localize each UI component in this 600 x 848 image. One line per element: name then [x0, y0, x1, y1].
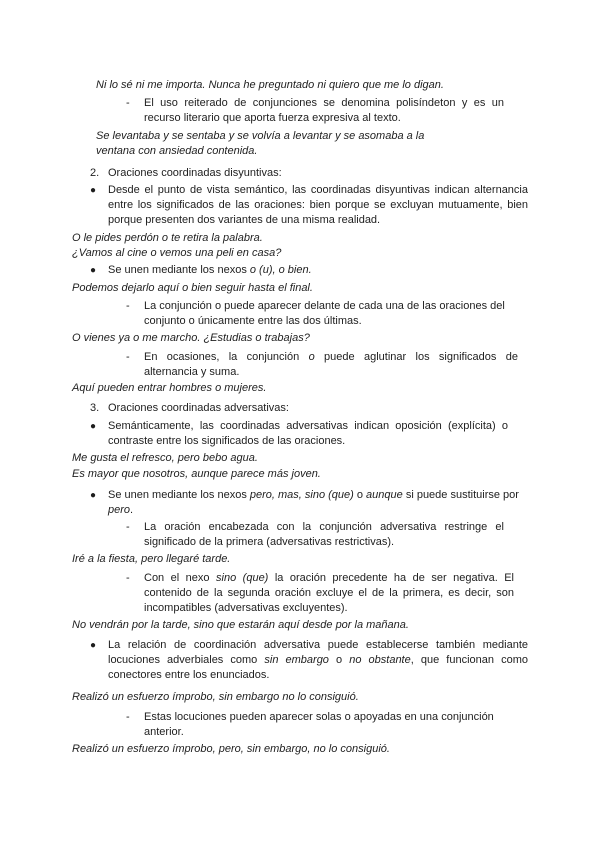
- section-heading-disyuntivas: Oraciones coordinadas disyuntivas:: [108, 167, 282, 179]
- bullet-icon: ●: [90, 640, 97, 651]
- example-sentence: O le pides perdón o te retira la palabra.: [72, 232, 263, 244]
- dash-item-conjuncion-o: La conjunción o puede aparecer delante de cada una de las oraciones del conjunto o únicamente entre las dos últimas.: [144, 300, 505, 327]
- section-heading-adversativas: Oraciones coordinadas adversativas:: [108, 402, 289, 414]
- section-number: 2.: [90, 167, 100, 179]
- bullet-item-disyuntivas-nexos: Se unen mediante los nexos o (u), o bien.: [108, 264, 312, 276]
- bullet-icon: ●: [90, 265, 97, 276]
- nexos-disyuntivos: o (u), o bien.: [249, 264, 312, 276]
- example-sentence: Es mayor que nosotros, aunque parece más joven.: [72, 468, 321, 480]
- example-sentence: Iré a la fiesta, pero llegaré tarde.: [72, 553, 231, 565]
- dash-marker: -: [126, 521, 130, 533]
- dash-marker: -: [126, 711, 130, 723]
- bullet-item-disyuntivas-semantica: Desde el punto de vista semántico, las coordinadas disyuntivas indican alternancia entre los significados de las oraciones: bien porque se excluyan mutuamente, bien porque presenten dos variantes de una misma realidad.: [108, 184, 528, 226]
- dash-item-locuciones-solas: Estas locuciones pueden aparecer solas o apoyadas en una conjunción anterior.: [144, 711, 494, 738]
- example-sentence: Podemos dejarlo aquí o bien seguir hasta el final.: [72, 282, 313, 294]
- dash-marker: -: [126, 300, 130, 312]
- bullet-icon: ●: [90, 185, 97, 196]
- example-sentence: Ni lo sé ni me importa. Nunca he preguntado ni quiero que me lo digan.: [96, 79, 444, 91]
- bullet-icon: ●: [90, 421, 97, 432]
- example-sentence: Realizó un esfuerzo ímprobo, pero, sin embargo, no lo consiguió.: [72, 743, 390, 755]
- bullet-item-adversativas-semantica: Semánticamente, las coordinadas adversativas indican oposición (explícita) o contraste entre los significados de las oraciones.: [108, 420, 508, 447]
- example-sentence: No vendrán por la tarde, sino que estarán aquí desde por la mañana.: [72, 619, 409, 631]
- bullet-item-adversativas-nexos: Se unen mediante los nexos pero, mas, sino (que) o aunque si puede sustituirse por pero.: [108, 489, 519, 516]
- dash-marker: -: [126, 97, 130, 109]
- dash-item-excluyentes: Con el nexo sino (que) la oración precedente ha de ser negativa. El contenido de la segunda oración excluye el de la primera, es decir, son incompatibles (adversativas excluyentes).: [144, 572, 515, 614]
- example-sentence: ¿Vamos al cine o vemos una peli en casa?: [72, 247, 282, 259]
- dash-marker: -: [126, 572, 130, 584]
- example-sentence: Realizó un esfuerzo ímprobo, sin embargo no lo consiguió.: [72, 691, 359, 703]
- example-sentence: Me gusta el refresco, pero bebo agua.: [72, 452, 258, 464]
- dash-marker: -: [126, 351, 130, 363]
- example-sentence: Aquí pueden entrar hombres o mujeres.: [72, 382, 267, 394]
- dash-item-restrictivas: La oración encabezada con la conjunción adversativa restringe el significado de la primera (adversativas restrictivas).: [144, 521, 504, 548]
- dash-item-aglutinar: En ocasiones, la conjunción o puede aglutinar los significados de alternancia y suma.: [144, 351, 518, 378]
- bullet-item-locuciones: La relación de coordinación adversativa puede establecerse también mediante locuciones adverbiales como sin embargo o no obstante, que funcionan como conectores entre los enunciados.: [108, 639, 528, 681]
- bullet-icon: ●: [90, 490, 97, 501]
- example-sentence: O vienes ya o me marcho. ¿Estudias o trabajas?: [72, 332, 310, 344]
- section-number: 3.: [90, 402, 100, 414]
- dash-item-polisindeton: El uso reiterado de conjunciones se denomina polisíndeton y es un recurso literario que aporta fuerza expresiva al texto.: [144, 97, 504, 124]
- example-sentence: Se levantaba y se sentaba y se volvía a levantar y se asomaba a la ventana con ansiedad contenida.: [96, 130, 425, 157]
